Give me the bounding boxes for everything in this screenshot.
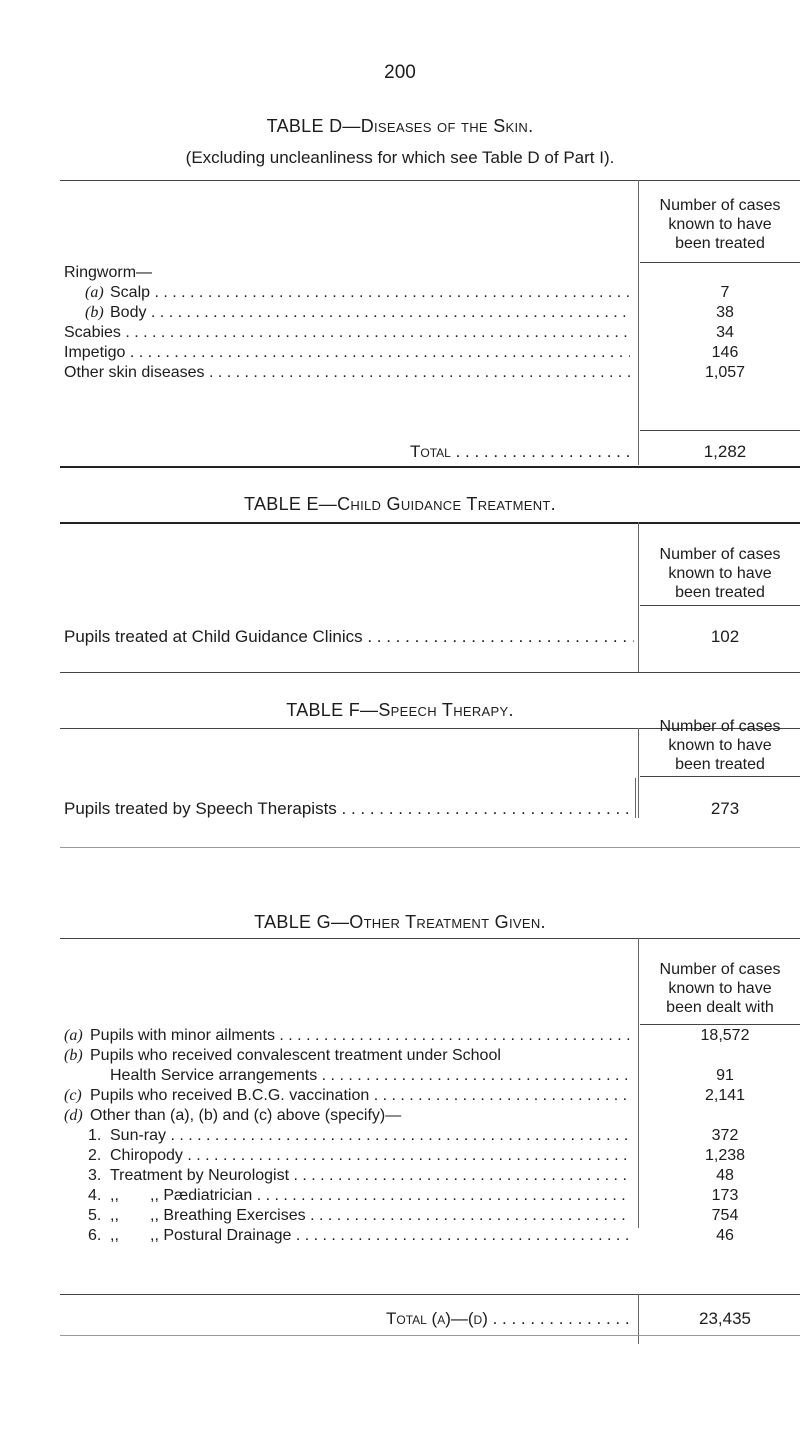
table-g-total-divider <box>638 1294 639 1344</box>
table-d-column-divider <box>638 180 639 465</box>
item-number: 5. <box>88 1207 102 1224</box>
row-label: Other than (a), (b) and (c) above (specify)— <box>90 1107 402 1124</box>
table-e-column-header <box>640 545 800 602</box>
table-d-total-rule <box>640 430 800 431</box>
item-label: ,, ,, Breathing Exercises . . . <box>110 1207 630 1225</box>
row-label: Impetigo . . . <box>64 344 630 362</box>
row-label: Health Service arrangements . . . <box>110 1067 630 1085</box>
table-f-bottom-rule <box>60 847 800 848</box>
col-header-line: Number of cases <box>659 718 781 735</box>
table-d-note: (Excluding uncleanliness for which see Table D of Part I). <box>185 148 615 167</box>
table-e-top-rule <box>60 522 800 524</box>
row-label: Pupils treated by Speech Therapists . . . <box>64 800 634 818</box>
row-label: Pupils who received convalescent treatment under School <box>90 1047 501 1064</box>
row-value: 102 <box>710 627 740 646</box>
row-value: 1,057 <box>704 364 746 381</box>
table-f-column-header <box>640 717 800 774</box>
total-value: 23,435 <box>699 1309 751 1328</box>
table-g-title <box>0 912 800 933</box>
row-value: 2,141 <box>704 1087 746 1104</box>
item-label: Sun-ray . . . <box>110 1127 630 1145</box>
row-label: Body . . . <box>110 304 630 322</box>
table-f-column-divider <box>638 728 639 818</box>
row-value: 91 <box>716 1067 734 1084</box>
page-number: 200 <box>384 62 416 83</box>
table-g-bottom-rule <box>60 1335 800 1336</box>
total-value: 1,282 <box>703 442 747 461</box>
col-header-line: known to have <box>668 565 772 582</box>
col-header-line: Number of cases <box>659 961 781 978</box>
row-marker: (a) <box>64 1027 83 1044</box>
col-header-line: been treated <box>675 235 765 252</box>
row-value: 273 <box>710 799 740 818</box>
table-e-bottom-rule <box>60 672 800 673</box>
table-e-title <box>0 494 800 515</box>
table-g-title-text: Other Treatment Given. <box>349 912 546 932</box>
item-number: 4. <box>88 1187 102 1204</box>
total-label: Total . . . <box>410 443 630 461</box>
table-e-column-divider <box>638 522 639 672</box>
row-label: Pupils who received B.C.G. vaccination . . . <box>90 1087 630 1105</box>
table-f-header-rule <box>640 776 800 777</box>
col-header-line: Number of cases <box>659 546 781 563</box>
item-value: 48 <box>716 1167 734 1184</box>
row-label: Other skin diseases . . . <box>64 364 630 382</box>
row-value: 18,572 <box>700 1027 750 1044</box>
item-label: Treatment by Neurologist . . . <box>110 1167 630 1185</box>
item-value: 372 <box>711 1127 739 1144</box>
row-label: Pupils treated at Child Guidance Clinics . . . <box>64 628 634 646</box>
row-label: Scabies . . . <box>64 324 630 342</box>
table-d-title-text: Diseases of the Skin. <box>360 116 534 136</box>
item-value: 1,238 <box>704 1147 746 1164</box>
col-header-line: been treated <box>675 756 765 773</box>
col-header-line: known to have <box>668 216 772 233</box>
item-value: 173 <box>711 1187 739 1204</box>
col-header-line: known to have <box>668 737 772 754</box>
table-d-bottom-rule <box>60 466 800 468</box>
table-f-title-text: Speech Therapy. <box>378 700 514 720</box>
row-value: 38 <box>716 304 734 321</box>
col-header-line: Number of cases <box>659 197 781 214</box>
row-label: Scalp . . . <box>110 284 630 302</box>
item-number: 1. <box>88 1127 102 1144</box>
row-value: 7 <box>720 284 730 301</box>
item-number: 6. <box>88 1227 102 1244</box>
total-label: Total (a)—(d) . . . <box>386 1310 630 1328</box>
row-marker: (b) <box>85 304 104 321</box>
table-d-column-header <box>640 196 800 253</box>
row-value: 146 <box>711 344 739 361</box>
table-g-column-header <box>640 960 800 1017</box>
item-value: 46 <box>716 1227 734 1244</box>
item-number: 2. <box>88 1147 102 1164</box>
table-f-title-prefix: TABLE F— <box>286 700 379 720</box>
col-header-line: been treated <box>675 584 765 601</box>
table-d-group-label: Ringworm— <box>64 264 153 281</box>
item-label: ,, ,, Postural Drainage . . . <box>110 1227 630 1245</box>
row-marker: (a) <box>85 284 104 301</box>
table-g-header-rule <box>640 1024 800 1025</box>
col-header-line: known to have <box>668 980 772 997</box>
row-value: 34 <box>716 324 734 341</box>
row-marker: (b) <box>64 1047 83 1064</box>
table-g-column-divider <box>638 938 639 1228</box>
row-marker: (d) <box>64 1107 83 1124</box>
table-e-title-text: Child Guidance Treatment. <box>337 494 556 514</box>
table-d-top-rule <box>60 180 800 181</box>
item-number: 3. <box>88 1167 102 1184</box>
row-marker: (c) <box>64 1087 82 1104</box>
table-d-title-prefix: TABLE D— <box>266 116 361 136</box>
row-label: Pupils with minor ailments . . . <box>90 1027 630 1045</box>
item-label: Chiropody . . . <box>110 1147 630 1165</box>
table-g-top-rule <box>60 938 800 939</box>
table-e-header-rule <box>640 605 800 606</box>
item-value: 754 <box>711 1207 739 1224</box>
table-g-total-rule <box>60 1294 800 1295</box>
table-g-title-prefix: TABLE G— <box>254 912 350 932</box>
table-e-title-prefix: TABLE E— <box>244 494 338 514</box>
table-d-header-rule <box>640 262 800 263</box>
col-header-line: been dealt with <box>666 999 774 1016</box>
item-label: ,, ,, Pædiatrician . . . <box>110 1187 630 1205</box>
table-d-title <box>0 116 800 137</box>
table-f-column-divider-lower <box>635 778 636 818</box>
